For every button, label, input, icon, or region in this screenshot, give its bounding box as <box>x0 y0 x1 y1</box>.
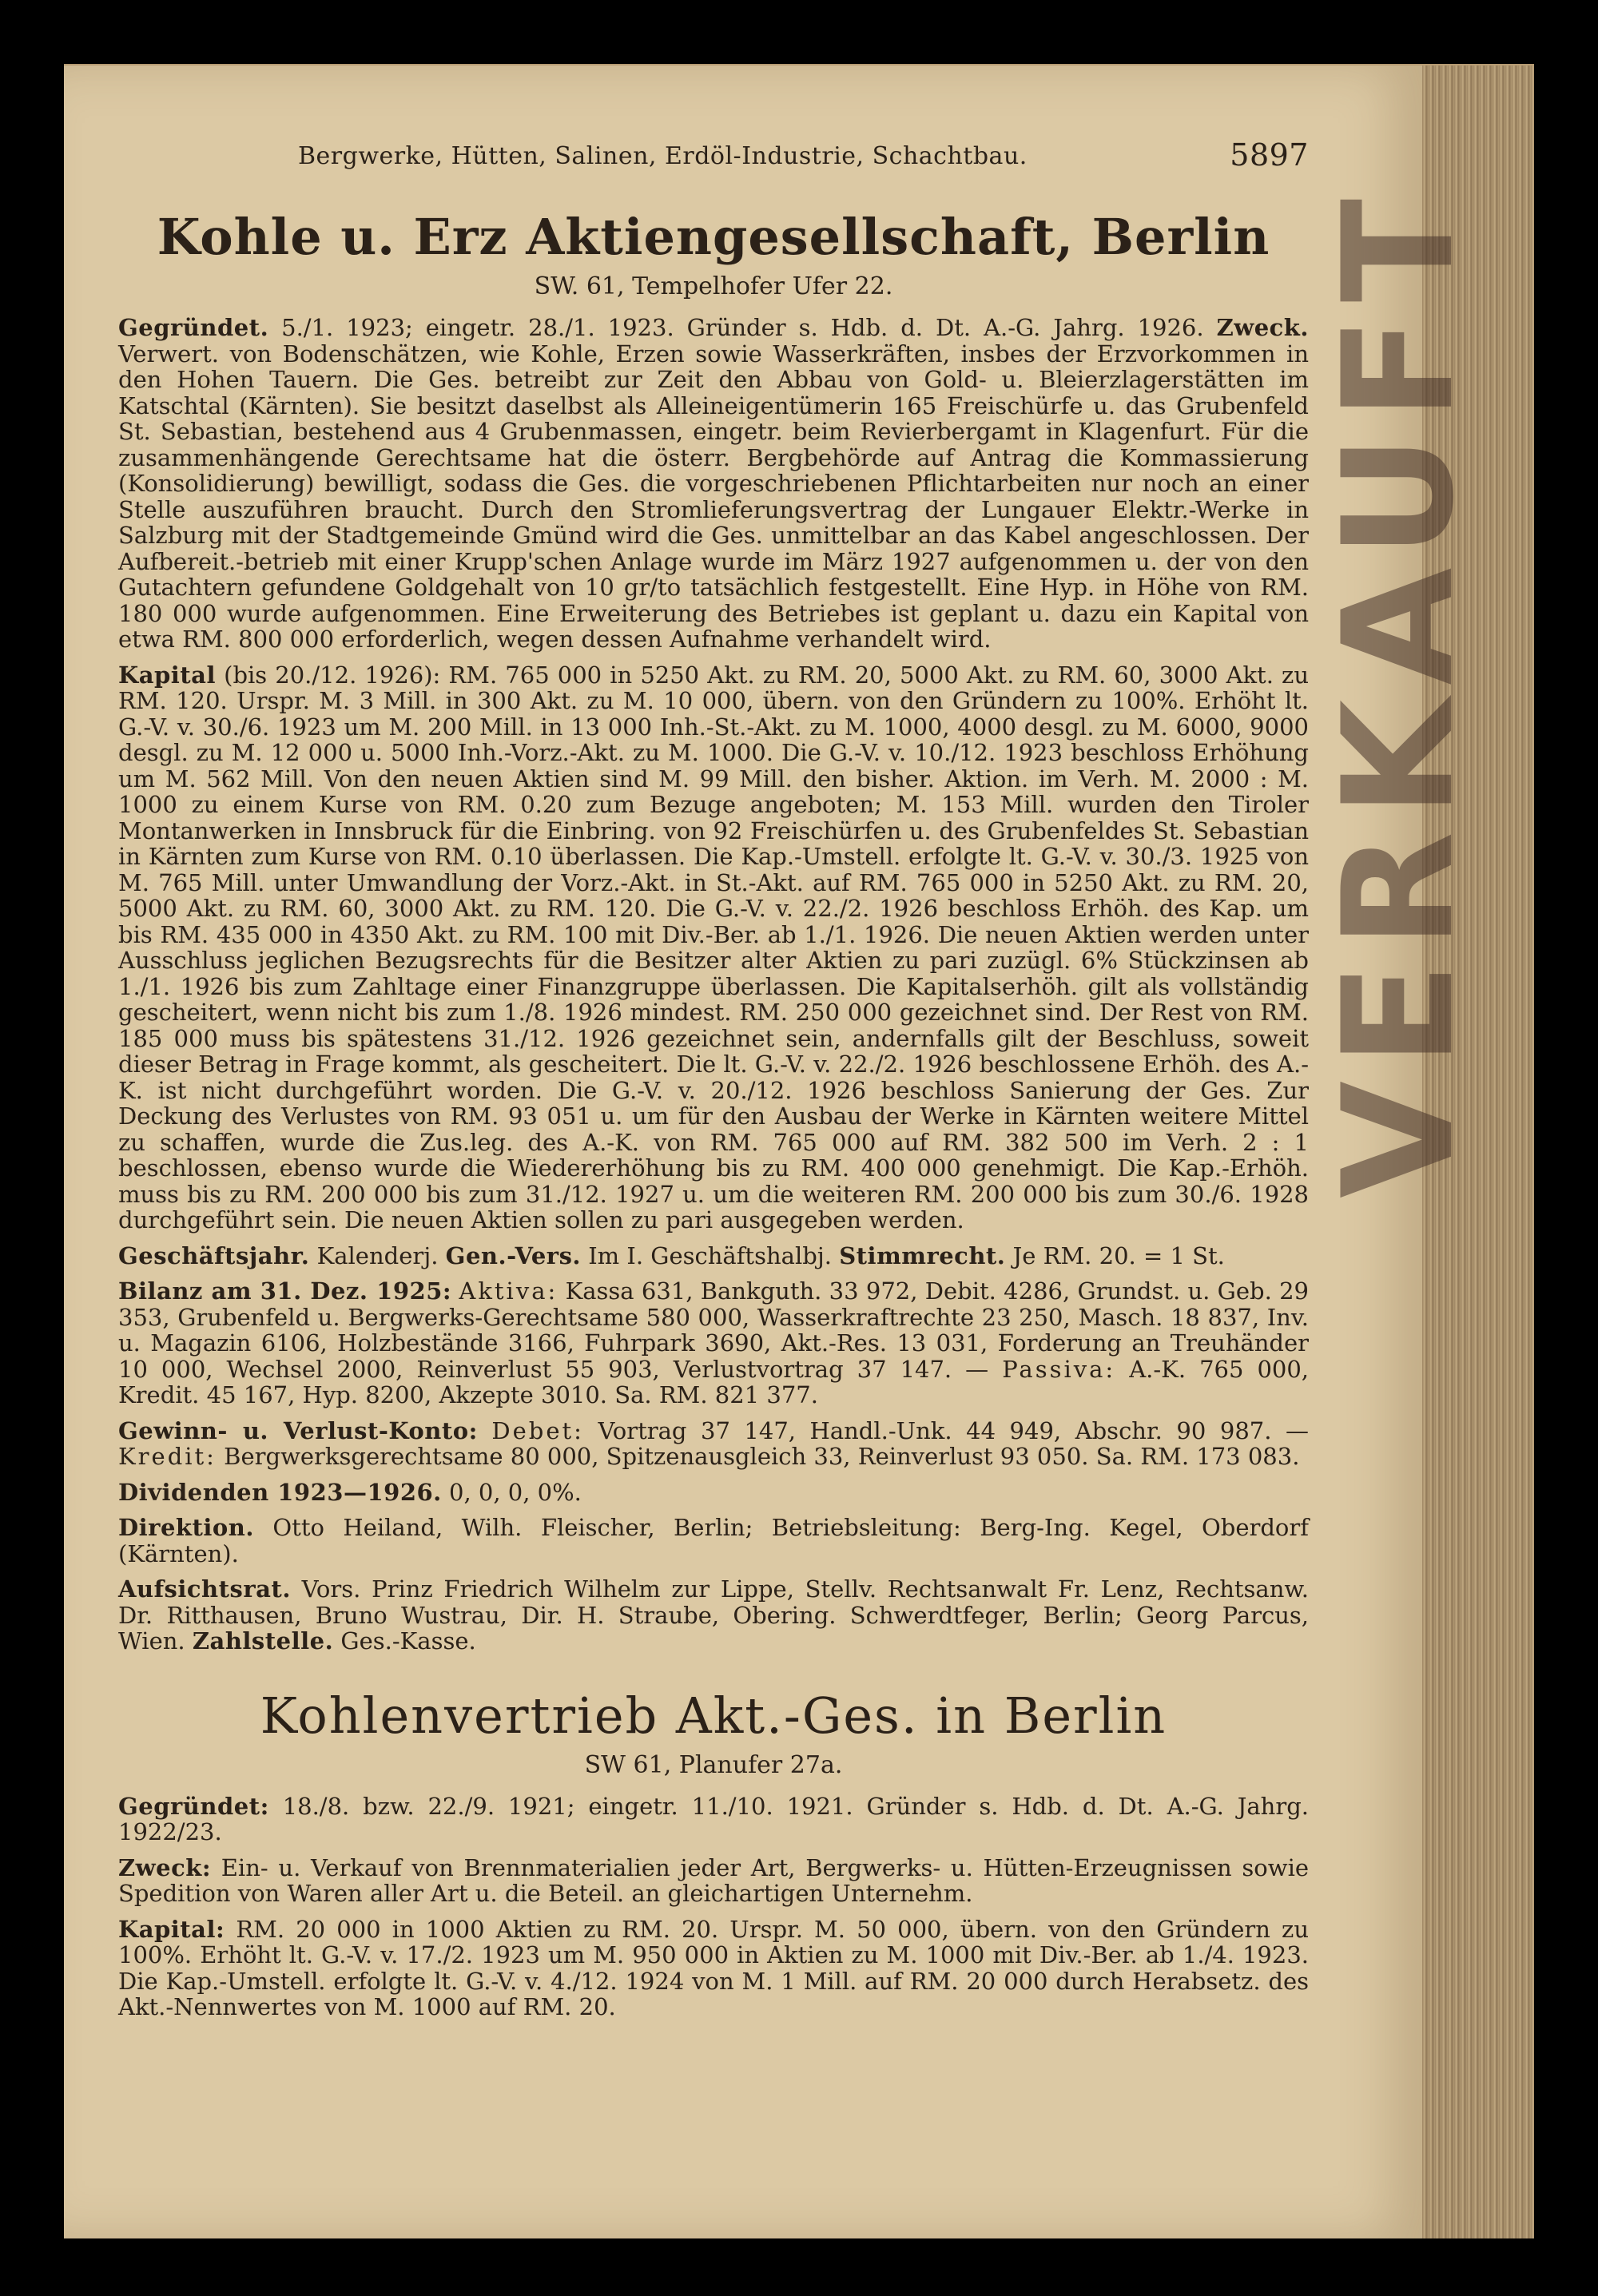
text-debet: Vortrag 37 147, Handl.-Unk. 44 949, Abschr. 90 987. — <box>598 1416 1309 1444</box>
text-gegruendet: 18./8. bzw. 22./9. 1921; eingetr. 11./10. 1921. Gründer s. Hdb. d. Dt. A.-G. Jahrg. 1922/23. <box>118 1792 1310 1845</box>
text-kapital: RM. 20 000 in 1000 Aktien zu RM. 20. Urspr. M. 50 000, übern. von den Gründern zu 100%. Erhöht lt. G.-V. v. 17./2. 1923 um M. 950 000 in Aktien zu M. 1000 mit Div.-Ber. ab 1./4. 1923. Die Kap.-Umstell. erfolgte lt. G.-V. v. 4./12. 1924 von M. 1 Mill. auf RM. 20 000 durch Herabsetz. des Akt.-Nennwertes von M. 1000 auf RM. 20. <box>118 1915 1309 2020</box>
label-direktion: Direktion. <box>118 1514 254 1541</box>
company-title: Kohlenvertrieb Akt.-Ges. in Berlin <box>260 1686 1167 1745</box>
label-gegruendet: Gegründet: <box>118 1792 269 1820</box>
label-aufsichtsrat: Aufsichtsrat. <box>118 1575 291 1603</box>
section-gewinn-verlust <box>118 1418 1309 1470</box>
text-zweck: Ein- u. Verkauf von Brennmaterialien jeder Art, Bergwerks- u. Hütten-Erzeugnissen sowie Spedition von Waren aller Art u. die Beteil. an gleichartigen Unternehm. <box>118 1853 1310 1907</box>
label-zweck: Zweck. <box>1216 314 1309 341</box>
company-address: SW. 61, Tempelhofer Ufer 22. <box>534 272 893 300</box>
label-guv: Gewinn- u. Verlust-Konto: <box>118 1416 478 1444</box>
label-aktiva: Aktiva: <box>459 1277 559 1305</box>
text-gen-vers: Im I. Geschäftshalbj. <box>588 1241 832 1269</box>
page-number: 5897 <box>1230 137 1309 173</box>
side-stamp: VERKAUFT <box>1310 184 1487 1198</box>
section-direktion <box>118 1515 1309 1567</box>
company-address: SW 61, Planufer 27a. <box>584 1750 843 1779</box>
label-gen-vers: Gen.-Vers. <box>445 1241 581 1269</box>
label-kredit: Kredit: <box>118 1443 217 1470</box>
section-geschaeftsjahr <box>118 1243 1309 1269</box>
section-gegruendet <box>118 1794 1309 1845</box>
entry-kohle-u-erz <box>118 208 1309 1654</box>
company-title: Kohle u. Erz Aktiengesellschaft, Berlin <box>157 208 1270 266</box>
text-kapital: (bis 20./12. 1926): RM. 765 000 in 5250 Akt. zu RM. 20, 5000 Akt. zu RM. 60, 3000 Akt. zu RM. 120. Urspr. M. 3 Mill. in 300 Akt. zu M. 10 000, übern. von den Gründern zu 100%. Erhöht lt. G.-V. v. 30./6. 1923 um M. 200 Mill. in 13 000 Inh.-St.-Akt. zu M. 1000, 4000 desgl. zu M. 6000, 9000 desgl. zu M. 12 000 u. 5000 Inh.-Vorz.-Akt. zu M. 1000. Die G.-V. v. 10./12. 1923 beschloss Erhöhung um M. 562 Mill. Von den neuen Aktien sind M. 99 Mill. den bisher. Aktion. im Verh. M. 2000 : M. 1000 zu einem Kurse von RM. 0.20 zum Bezuge angeboten; M. 153 Mill. wurden den Tiroler Montanwerken in Innsbruck für die Einbring. von 92 Freischürfen u. des Grubenfeldes St. Sebastian in Kärnten zum Kurse von RM. 0.10 überlassen. Die Kap.-Umstell. erfolgte lt. G.-V. v. 30./3. 1925 von M. 765 Mill. unter Umwandlung der Vorz.-Akt. in St.-Akt. auf RM. 765 000 in 5250 Akt. zu RM. 20, 5000 Akt. zu RM. 60, 3000 Akt. zu RM. 120. Die G.-V. v. 22./2. 1926 beschloss Erhöh. des Kap. um bis RM. 435 000 in 4350 Akt. zu RM. 100 mit Div.-Ber. ab 1./1. 1926. Die neuen Aktien werden unter Ausschluss jeglichen Bezugsrechts für die Besitzer alter Aktien zu pari zuzügl. 6% Stückzinsen ab 1./1. 1926 bis zum Zahltage einer Finanzgruppe überlassen. Die Kapitalserhöh. gilt als vollständig gescheitert, wenn nicht bis zum 1./8. 1926 mindest. RM. 250 000 gezeichnet sind. Der Rest von RM. 185 000 muss bis spätestens 31./12. 1926 gezeichnet sein, andernfalls gilt der Beschluss, soweit dieser Betrag in Frage kommt, als gescheitert. Die lt. G.-V. v. 22./2. 1926 beschlossene Erhöh. des A.-K. ist nicht durchgeführt worden. Die G.-V. v. 20./12. 1926 beschloss Sanierung der Ges. Zur Deckung des Verlustes von RM. 93 051 u. um für den Ausbau der Werke in Kärnten weitere Mittel zu schaffen, wurde die Zus.leg. des A.-K. von RM. 765 000 auf RM. 382 500 im Verh. 2 : 1 beschlossen, ebenso wurde die Wiedererhöhung bis zu RM. 400 000 genehmigt. Die Kap.-Erhöh. muss bis zu RM. 200 000 bis zum 31./12. 1927 u. um die weiteren RM. 200 000 bis zum 30./6. 1928 durchgeführt sein. Die neuen Aktien sollen zu pari ausgegeben werden. <box>118 661 1309 1233</box>
text-zahlstelle: Ges.-Kasse. <box>340 1627 476 1654</box>
page-content <box>118 136 1309 2030</box>
text-dividenden: 0, 0, 0, 0%. <box>449 1478 582 1506</box>
section-kapital <box>118 662 1309 1233</box>
label-dividenden: Dividenden 1923—1926. <box>118 1478 442 1506</box>
running-head <box>118 136 1309 184</box>
running-title: Bergwerke, Hütten, Salinen, Erdöl-Industrie, Schachtbau. <box>298 142 1028 170</box>
section-kapital <box>118 1917 1309 2020</box>
section-dividenden <box>118 1480 1309 1506</box>
label-kapital: Kapital: <box>118 1915 225 1943</box>
text-stimmrecht: Je RM. 20. = 1 St. <box>1012 1241 1225 1269</box>
text-direktion: Otto Heiland, Wilh. Fleischer, Berlin; Betriebsleitung: Berg-Ing. Kegel, Oberdorf (Kärnten). <box>118 1514 1309 1567</box>
text-aufsichtsrat: Vors. Prinz Friedrich Wilhelm zur Lippe, Stellv. Rechtsanwalt Fr. Lenz, Rechtsanw. Dr. Ritthausen, Bruno Wustrau, Dir. H. Straube, Obering. Schwerdtfeger, Berlin; Georg Parcus, Wien. <box>118 1575 1309 1654</box>
text-zweck: Verwert. von Bodenschätzen, wie Kohle, Erzen sowie Wasserkräften, insbes der Erzvorkommen in den Hohen Tauern. Die Ges. betreibt zur Zeit den Abbau von Gold- u. Bleierzlagerstätten im Katschtal (Kärnten). Sie besitzt daselbst als Alleineigentümerin 165 Freischürfe u. das Grubenfeld St. Sebastian, bestehend aus 4 Grubenmassen, eingetr. beim Revierbergamt in Klagenfurt. Für die zusammenhängende Gerechtsame hat die österr. Bergbehörde auf Antrag die Kommassierung (Konsolidierung) bewilligt, sodass die Ges. die vorgeschriebenen Pflichtarbeiten nur noch an einer Stelle auszuführen braucht. Durch den Stromlieferungsvertrag der Lungauer Elektr.-Werke in Salzburg mit der Stadtgemeinde Gmünd wird die Ges. unmittelbar an das Kabel angeschlossen. Der Aufbereit.-betrieb mit einer Krupp'schen Anlage wurde im März 1927 aufgenommen u. der von den Gutachtern gefundene Goldgehalt von 10 gr/to tatsächlich festgestellt. Eine Hyp. in Höhe von RM. 180 000 wurde aufgenommen. Eine Erweiterung des Betriebes ist geplant u. dazu ein Kapital von etwa RM. 800 000 erforderlich, wegen dessen Aufnahme verhandelt wird. <box>118 340 1309 653</box>
label-zahlstelle: Zahlstelle. <box>192 1627 334 1654</box>
label-geschaeftsjahr: Geschäftsjahr. <box>118 1241 310 1269</box>
section-gegruendet <box>118 315 1309 653</box>
label-stimmrecht: Stimmrecht. <box>839 1241 1006 1269</box>
label-bilanz: Bilanz am 31. Dez. 1925: <box>118 1277 452 1305</box>
section-zweck <box>118 1855 1309 1907</box>
text-passiva: A.-K. 765 000, Kredit. 45 167, Hyp. 8200, Akzepte 3010. Sa. RM. 821 377. <box>118 1355 1310 1408</box>
text-geschaeftsjahr: Kalenderj. <box>316 1241 439 1269</box>
section-bilanz <box>118 1278 1309 1408</box>
section-aufsichtsrat <box>118 1576 1309 1654</box>
text-kredit: Bergwerksgerechtsame 80 000, Spitzenausgleich 33, Reinverlust 93 050. Sa. RM. 173 083. <box>224 1443 1300 1470</box>
text-gegruendet: 5./1. 1923; eingetr. 28./1. 1923. Gründer s. Hdb. d. Dt. A.-G. Jahrg. 1926. <box>281 314 1204 341</box>
label-kapital: Kapital <box>118 661 216 689</box>
label-gegruendet: Gegründet. <box>118 314 269 341</box>
label-zweck: Zweck: <box>118 1853 212 1881</box>
label-passiva: Passiva: <box>1002 1355 1116 1383</box>
entry-kohlenvertrieb <box>118 1686 1309 2020</box>
text-aktiva: Kassa 631, Bankguth. 33 972, Debit. 4286, Grundst. u. Geb. 29 353, Grubenfeld u. Bergwerks-Gerechtsame 580 000, Wasserkraftrechte 23 250, Masch. 18 837, Inv. u. Magazin 6106, Holzbestände 3166, Fuhrpark 3690, Akt.-Res. 13 031, Forderung an Treuhänder 10 000, Wechsel 2000, Reinverlust 55 903, Verlustvortrag 37 147. — <box>118 1277 1309 1383</box>
label-debet: Debet: <box>491 1416 584 1444</box>
